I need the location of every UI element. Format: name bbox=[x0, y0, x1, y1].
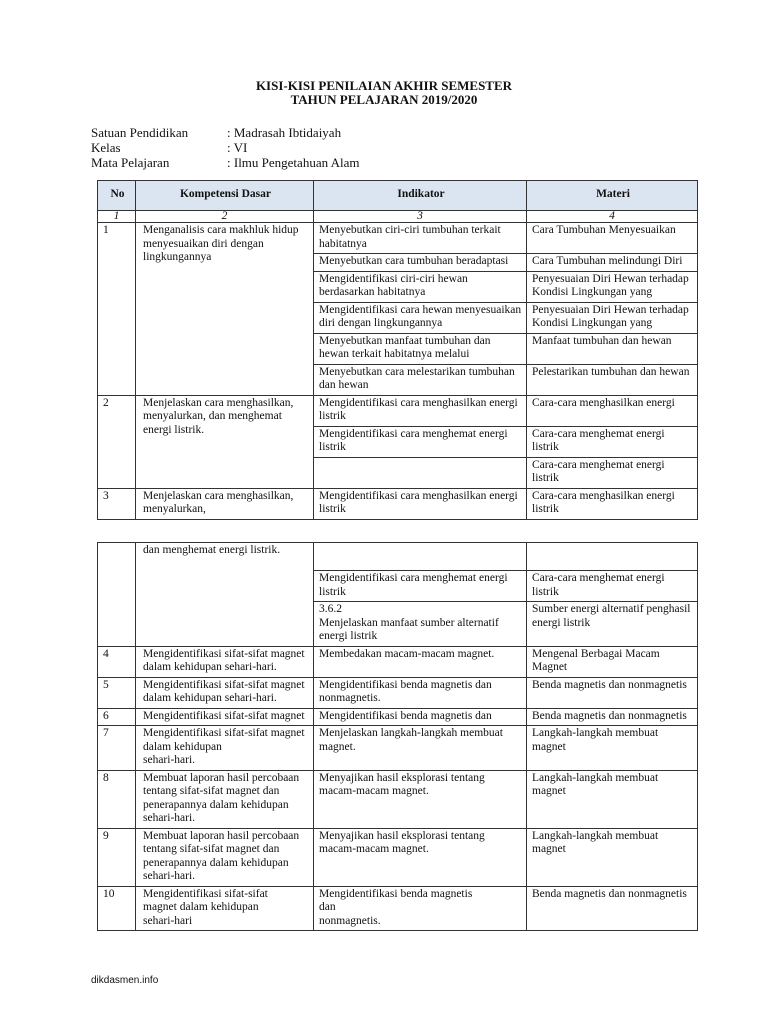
cell-materi: Benda magnetis dan nonmagnetis bbox=[527, 677, 698, 708]
cell-indikator: Menyebutkan cara tumbuhan beradaptasi bbox=[314, 254, 527, 272]
cell-materi: Langkah-langkah membuat magnet bbox=[527, 726, 698, 771]
cell-materi: Benda magnetis dan nonmagnetis bbox=[527, 708, 698, 726]
cell-indikator: Menyebutkan cara melestarikan tumbuhan dan hewan bbox=[314, 364, 527, 395]
cell-indikator: Mengidentifikasi cara menghasilkan energi listrik bbox=[314, 395, 527, 426]
cell-no: 7 bbox=[98, 726, 136, 771]
table-row bbox=[98, 726, 698, 771]
cell-materi: Cara-cara menghemat energi listrik bbox=[527, 571, 698, 602]
cell-kompetensi: Mengidentifikasi sifat-sifat magnet dalam kehidupan sehari-hari. bbox=[136, 677, 314, 708]
table-row bbox=[98, 223, 698, 254]
cell-materi: Sumber energi alternatif penghasil energi listrik bbox=[527, 602, 698, 647]
table-row bbox=[98, 708, 698, 726]
cell-no: 3 bbox=[98, 488, 136, 519]
cell-materi: Pelestarikan tumbuhan dan hewan bbox=[527, 364, 698, 395]
table-row bbox=[98, 828, 698, 886]
cell-materi: Cara-cara menghemat energi listrik bbox=[527, 426, 698, 457]
cell-kompetensi: Mengidentifikasi sifat-sifat magnet dalam kehidupan sehari-hari. bbox=[136, 726, 314, 771]
cell-indikator: Mengidentifikasi benda magnetis dan bbox=[314, 708, 527, 726]
meta-value: : Ilmu Pengetahuan Alam bbox=[227, 155, 360, 170]
cell-indikator: Membedakan macam-macam magnet. bbox=[314, 646, 527, 677]
cell-indikator: 3.6.2 Menjelaskan manfaat sumber alternatif energi listrik bbox=[314, 602, 527, 647]
footer-source: dikdasmen.info bbox=[91, 975, 159, 986]
cell-materi: Cara-cara menghasilkan energi bbox=[527, 395, 698, 426]
table-body bbox=[98, 543, 698, 931]
cell-indikator: Mengidentifikasi cara hewan menyesuaikan diri dengan lingkungannya bbox=[314, 302, 527, 333]
cell-indikator: Menyebutkan manfaat tumbuhan dan hewan terkait habitatnya melalui bbox=[314, 333, 527, 364]
cell-no: 9 bbox=[98, 828, 136, 886]
cell-indikator: Mengidentifikasi benda magnetis dan nonmagnetis. bbox=[314, 886, 527, 931]
meta-label: Mata Pelajaran bbox=[91, 155, 170, 170]
cell-indikator: Mengidentifikasi cara menghemat energi listrik bbox=[314, 571, 527, 602]
cell-materi: Langkah-langkah membuat magnet bbox=[527, 828, 698, 886]
cell-materi: Langkah-langkah membuat magnet bbox=[527, 770, 698, 828]
cell-indikator bbox=[314, 457, 527, 488]
grid-table-part1 bbox=[97, 180, 698, 520]
cell-kompetensi: Mengidentifikasi sifat-sifat magnet dalam kehidupan sehari-hari. bbox=[136, 646, 314, 677]
cell-indikator: Menjelaskan langkah-langkah membuat magnet. bbox=[314, 726, 527, 771]
cell-kompetensi: Menjelaskan cara menghasilkan, menyalurkan, bbox=[136, 488, 314, 519]
header-no: No bbox=[98, 181, 136, 211]
cell-kompetensi: Mengidentifikasi sifat-sifat magnet dalam kehidupan sehari-hari bbox=[136, 886, 314, 931]
table-body bbox=[98, 223, 698, 520]
table-row bbox=[98, 395, 698, 426]
meta-row-subject bbox=[91, 155, 360, 170]
cell-materi: Penyesuaian Diri Hewan terhadap Kondisi Lingkungan yang bbox=[527, 271, 698, 302]
column-number: 1 bbox=[98, 211, 136, 223]
meta-label: Satuan Pendidikan bbox=[91, 125, 189, 140]
cell-materi: Penyesuaian Diri Hewan terhadap Kondisi Lingkungan yang bbox=[527, 302, 698, 333]
cell-indikator bbox=[314, 543, 527, 571]
cell-materi: Mengenal Berbagai Macam Magnet bbox=[527, 646, 698, 677]
cell-no: 1 bbox=[98, 223, 136, 396]
cell-kompetensi: Menganalisis cara makhluk hidup menyesuaikan diri dengan lingkungannya bbox=[136, 223, 314, 396]
column-number: 3 bbox=[314, 211, 527, 223]
meta-row-class bbox=[91, 140, 247, 155]
cell-materi bbox=[527, 543, 698, 571]
table-row bbox=[98, 886, 698, 931]
cell-no: 2 bbox=[98, 395, 136, 488]
cell-no: 4 bbox=[98, 646, 136, 677]
cell-no bbox=[98, 543, 136, 647]
meta-row-school bbox=[91, 125, 341, 140]
cell-kompetensi: Membuat laporan hasil percobaan tentang sifat-sifat magnet dan penerapannya dalam kehidupan sehari-hari. bbox=[136, 828, 314, 886]
cell-indikator: Mengidentifikasi benda magnetis dan nonmagnetis. bbox=[314, 677, 527, 708]
header-materi: Materi bbox=[527, 181, 698, 211]
cell-kompetensi: dan menghemat energi listrik. bbox=[136, 543, 314, 647]
cell-no: 8 bbox=[98, 770, 136, 828]
cell-kompetensi: Menjelaskan cara menghasilkan, menyalurkan, dan menghemat energi listrik. bbox=[136, 395, 314, 488]
cell-materi: Cara-cara menghemat energi listrik bbox=[527, 457, 698, 488]
column-number: 4 bbox=[527, 211, 698, 223]
table-row bbox=[98, 543, 698, 571]
cell-indikator: Menyajikan hasil eksplorasi tentang macam-macam magnet. bbox=[314, 770, 527, 828]
document-subtitle: TAHUN PELAJARAN 2019/2020 bbox=[290, 92, 478, 107]
table-row bbox=[98, 646, 698, 677]
document-title: KISI-KISI PENILAIAN AKHIR SEMESTER bbox=[255, 78, 513, 93]
cell-indikator: Mengidentifikasi ciri-ciri hewan berdasarkan habitatnya bbox=[314, 271, 527, 302]
header-kompetensi: Kompetensi Dasar bbox=[136, 181, 314, 211]
cell-materi: Cara-cara menghasilkan energi listrik bbox=[527, 488, 698, 519]
cell-no: 6 bbox=[98, 708, 136, 726]
column-number: 2 bbox=[136, 211, 314, 223]
cell-no: 5 bbox=[98, 677, 136, 708]
header-indikator: Indikator bbox=[314, 181, 527, 211]
cell-materi: Benda magnetis dan nonmagnetis bbox=[527, 886, 698, 931]
table-row bbox=[98, 770, 698, 828]
table-row bbox=[98, 488, 698, 519]
cell-indikator: Menyebutkan ciri-ciri tumbuhan terkait habitatnya bbox=[314, 223, 527, 254]
cell-materi: Cara Tumbuhan Menyesuaikan bbox=[527, 223, 698, 254]
grid-table-part2 bbox=[97, 542, 698, 931]
table-row bbox=[98, 677, 698, 708]
cell-materi: Manfaat tumbuhan dan hewan bbox=[527, 333, 698, 364]
meta-value: : Madrasah Ibtidaiyah bbox=[227, 125, 342, 140]
cell-no: 10 bbox=[98, 886, 136, 931]
meta-label: Kelas bbox=[91, 140, 121, 155]
cell-materi: Cara Tumbuhan melindungi Diri bbox=[527, 254, 698, 272]
cell-indikator: Menyajikan hasil eksplorasi tentang macam-macam magnet. bbox=[314, 828, 527, 886]
meta-value: : VI bbox=[227, 140, 248, 155]
cell-indikator: Mengidentifikasi cara menghemat energi listrik bbox=[314, 426, 527, 457]
cell-kompetensi: Mengidentifikasi sifat-sifat magnet bbox=[136, 708, 314, 726]
cell-kompetensi: Membuat laporan hasil percobaan tentang sifat-sifat magnet dan penerapannya dalam kehidupan sehari-hari. bbox=[136, 770, 314, 828]
cell-indikator: Mengidentifikasi cara menghasilkan energi listrik bbox=[314, 488, 527, 519]
